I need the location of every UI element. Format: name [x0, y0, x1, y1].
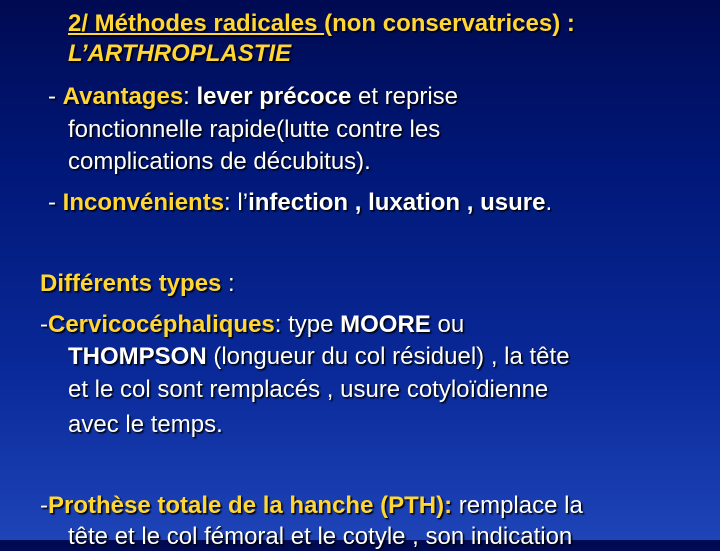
pth-dash: -	[40, 492, 48, 519]
types-sep: :	[221, 270, 235, 297]
cervico-label: Cervicocéphaliques	[48, 311, 275, 338]
pth-line2-text: tête et le col fémoral et le cotyle , son indication	[68, 523, 573, 550]
cervico-line2	[68, 343, 570, 371]
pth-label: Prothèse totale de la hanche (PTH):	[48, 492, 453, 519]
disadvantages-text: l’	[237, 189, 249, 216]
cervico-ou: ou	[430, 311, 465, 338]
cervico-line1	[40, 311, 464, 339]
cervico-moore: MOORE	[340, 311, 431, 338]
cervico-line2-rest: (longueur du col résiduel) , la tête	[206, 343, 570, 370]
advantages-dash: -	[48, 83, 63, 110]
cervico-line4-text: avec le temps.	[68, 411, 223, 438]
cervico-line4	[68, 411, 223, 439]
cervico-thompson: THOMPSON	[68, 343, 207, 370]
cervico-dash: -	[40, 311, 48, 338]
disadvantages-sep: :	[224, 189, 238, 216]
disadvantages-line	[48, 189, 552, 217]
cervico-sep: : type	[274, 311, 341, 338]
section-heading-line2	[68, 40, 291, 68]
section-heading-line1	[68, 10, 575, 38]
advantages-line3	[68, 148, 371, 176]
types-label: Différents types	[40, 270, 222, 297]
advantages-line1	[48, 83, 458, 111]
cervico-line3-text: et le col sont remplacés , usure cotyloïdienne	[68, 376, 549, 403]
heading-non-conservatrices: (non conservatrices) :	[324, 10, 575, 37]
advantages-bold-text: lever précoce	[196, 83, 352, 110]
heading-arthroplastie: L’ARTHROPLASTIE	[68, 40, 292, 67]
cervico-line3	[68, 376, 548, 404]
disadvantages-dash: -	[48, 189, 63, 216]
disadvantages-end: .	[545, 189, 553, 216]
advantages-line2	[68, 116, 440, 144]
advantages-line3-text: complications de décubitus).	[68, 148, 371, 175]
advantages-text: et reprise	[351, 83, 459, 110]
disadvantages-label: Inconvénients	[62, 189, 225, 216]
pth-rest: remplace la	[452, 492, 583, 519]
pth-line1	[40, 492, 583, 520]
advantages-sep: :	[183, 83, 197, 110]
heading-methodes: 2/ Méthodes radicales	[68, 10, 325, 37]
advantages-label: Avantages	[62, 83, 184, 110]
disadvantages-bold-text: infection , luxation , usure	[248, 189, 546, 216]
advantages-line2-text: fonctionnelle rapide(lutte contre les	[68, 116, 441, 143]
types-heading	[40, 270, 235, 298]
pth-line2	[68, 523, 572, 551]
